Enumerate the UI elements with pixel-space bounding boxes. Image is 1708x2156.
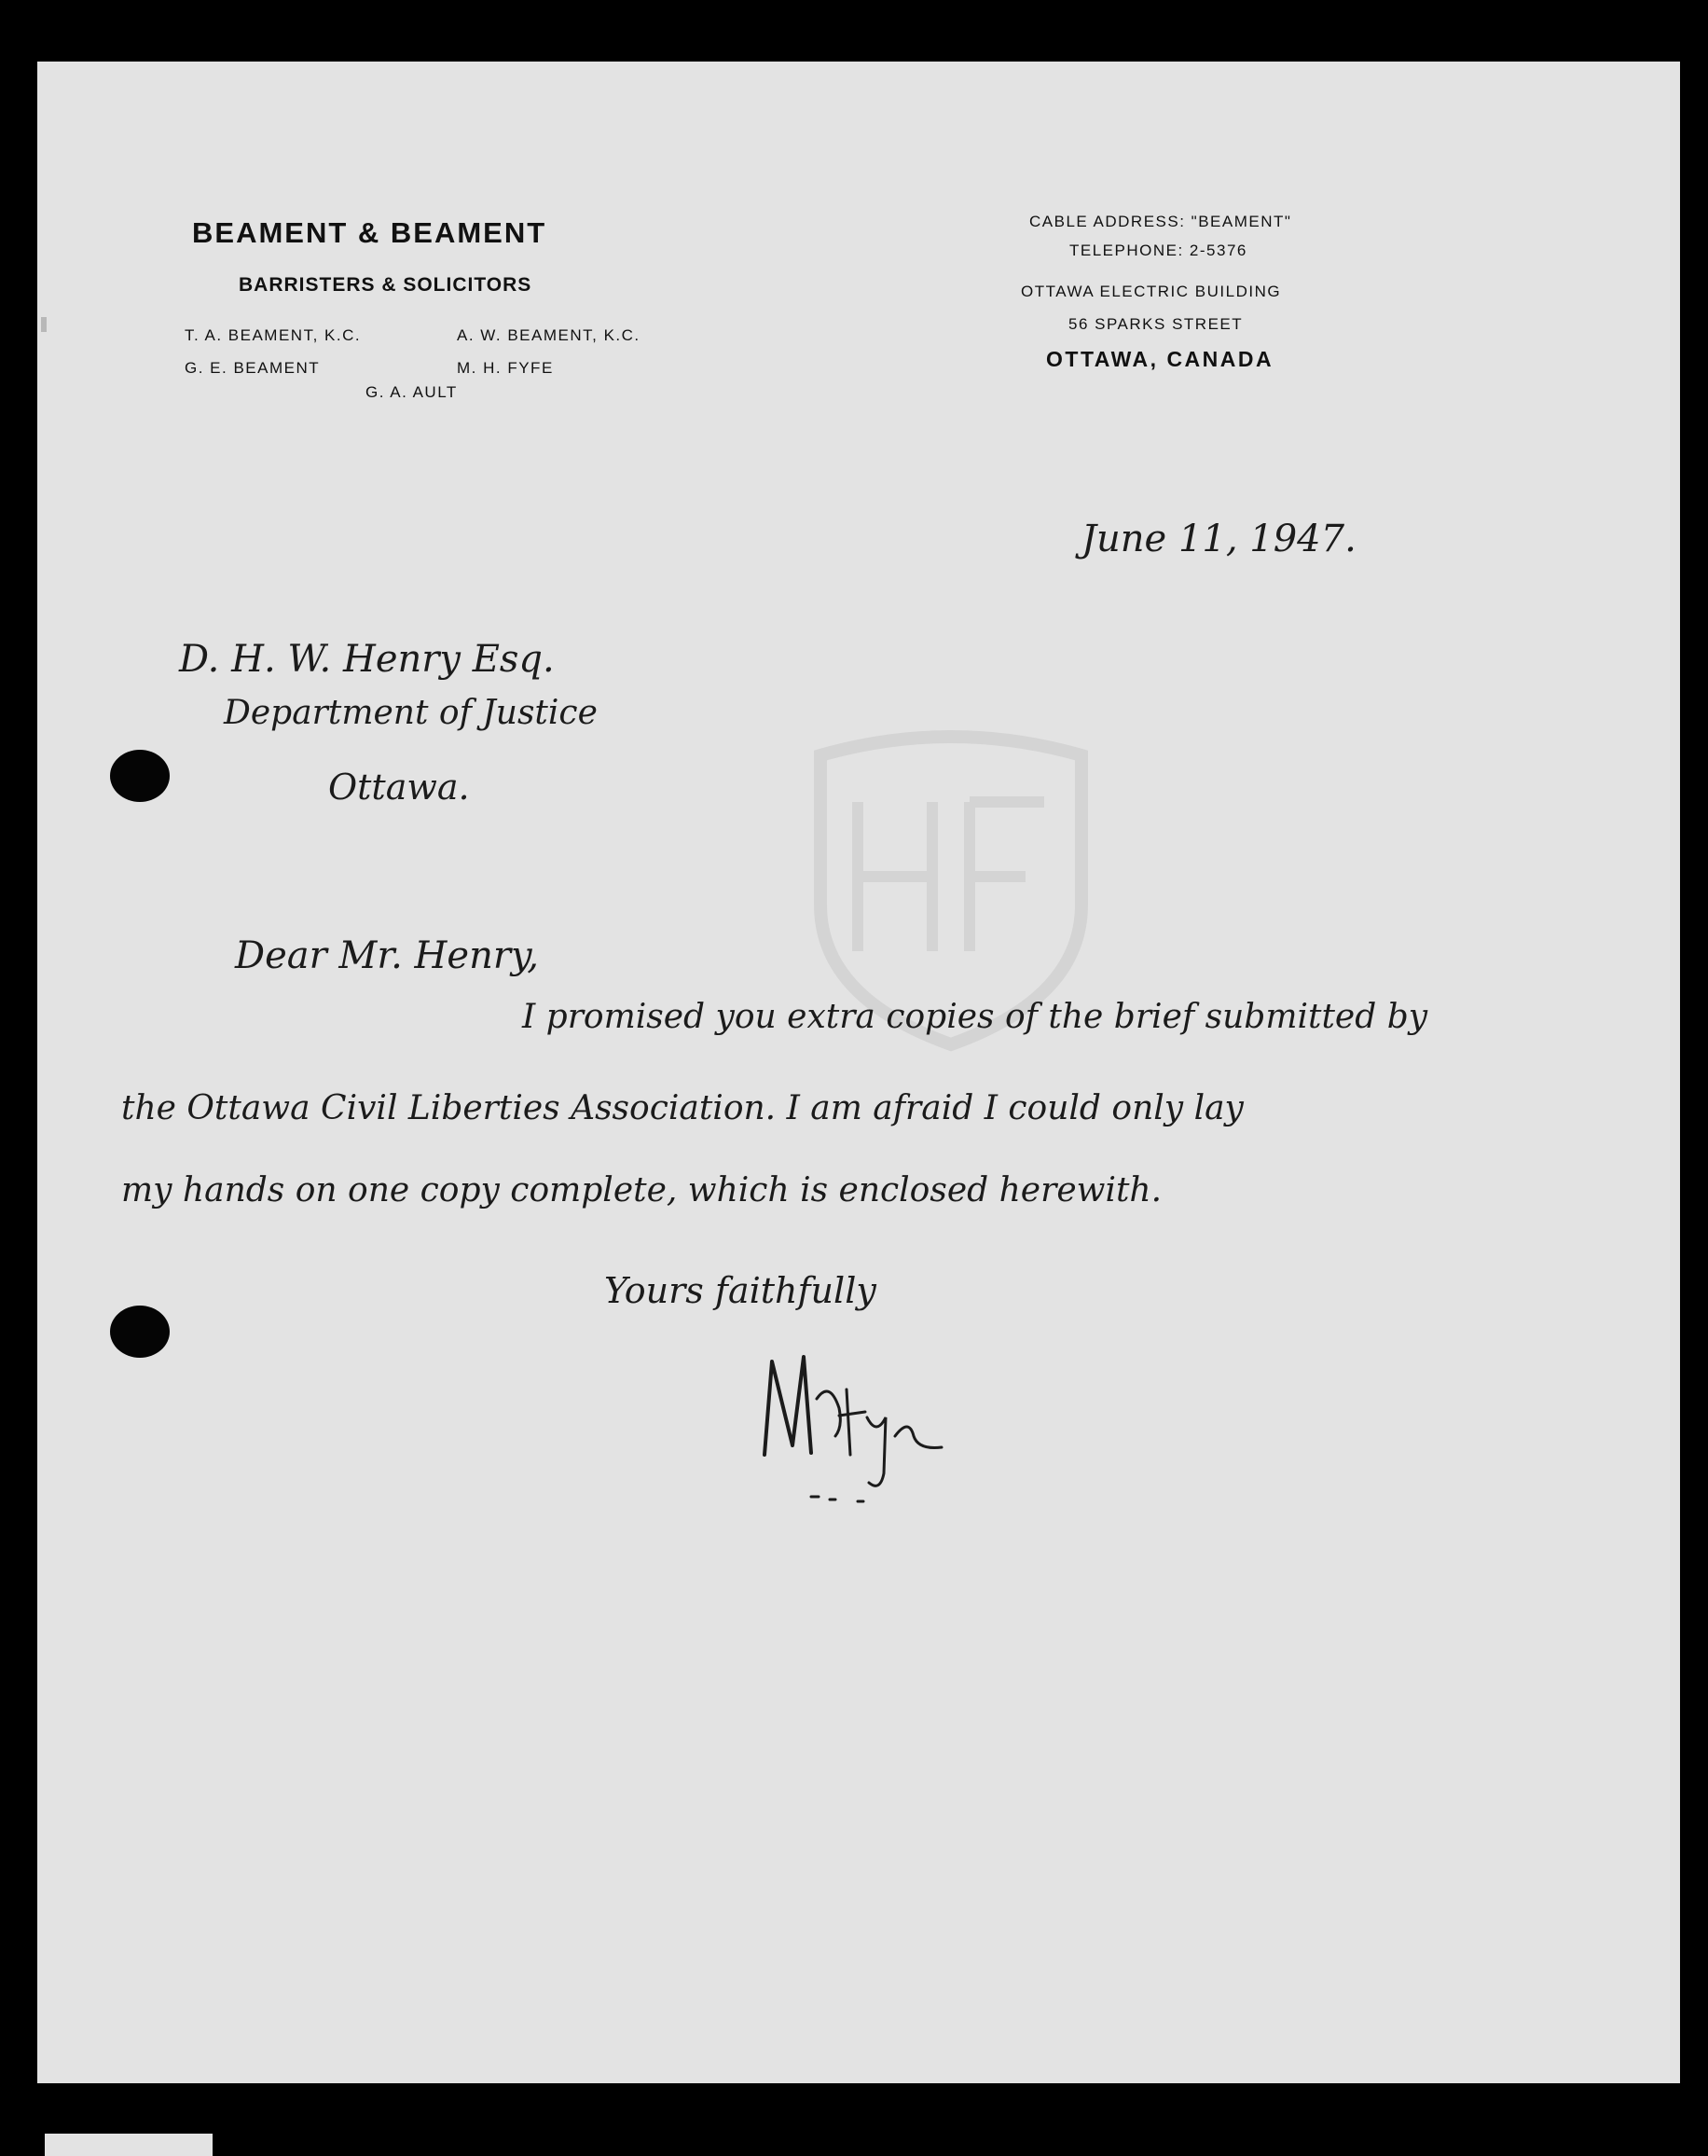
addressee-city: Ottawa. [328, 767, 470, 808]
body-line: my hands on one copy complete, which is enclosed herewith. [121, 1171, 1163, 1209]
addressee-name: D. H. W. Henry Esq. [179, 638, 555, 681]
street-address: 56 SPARKS STREET [1068, 315, 1244, 333]
building-name: OTTAWA ELECTRIC BUILDING [1021, 283, 1282, 300]
firm-name: BEAMENT & BEAMENT [192, 216, 547, 249]
punch-hole [110, 1306, 170, 1358]
letter-date: June 11, 1947. [1081, 518, 1357, 560]
cable-address: CABLE ADDRESS: "BEAMENT" [1029, 213, 1292, 230]
firm-subtitle: BARRISTERS & SOLICITORS [239, 274, 532, 296]
partner-name: G. A. AULT [365, 383, 458, 401]
partner-name: M. H. FYFE [457, 359, 554, 377]
signature-image [746, 1343, 951, 1511]
punch-hole [110, 750, 170, 802]
partner-name: A. W. BEAMENT, K.C. [457, 326, 640, 344]
body-line: the Ottawa Civil Liberties Association. I am afraid I could only lay [121, 1089, 1244, 1127]
partner-name: T. A. BEAMENT, K.C. [185, 326, 362, 344]
addressee-department: Department of Justice [224, 694, 598, 732]
closing: Yours faithfully [604, 1270, 876, 1311]
city: OTTAWA, CANADA [1046, 347, 1274, 371]
telephone: TELEPHONE: 2-5376 [1069, 242, 1247, 259]
body-line: I promised you extra copies of the brief submitted by [522, 998, 1428, 1036]
salutation: Dear Mr. Henry, [235, 934, 539, 977]
margin-mark [41, 317, 47, 332]
film-label-tab [45, 2134, 213, 2156]
partner-name: G. E. BEAMENT [185, 359, 321, 377]
